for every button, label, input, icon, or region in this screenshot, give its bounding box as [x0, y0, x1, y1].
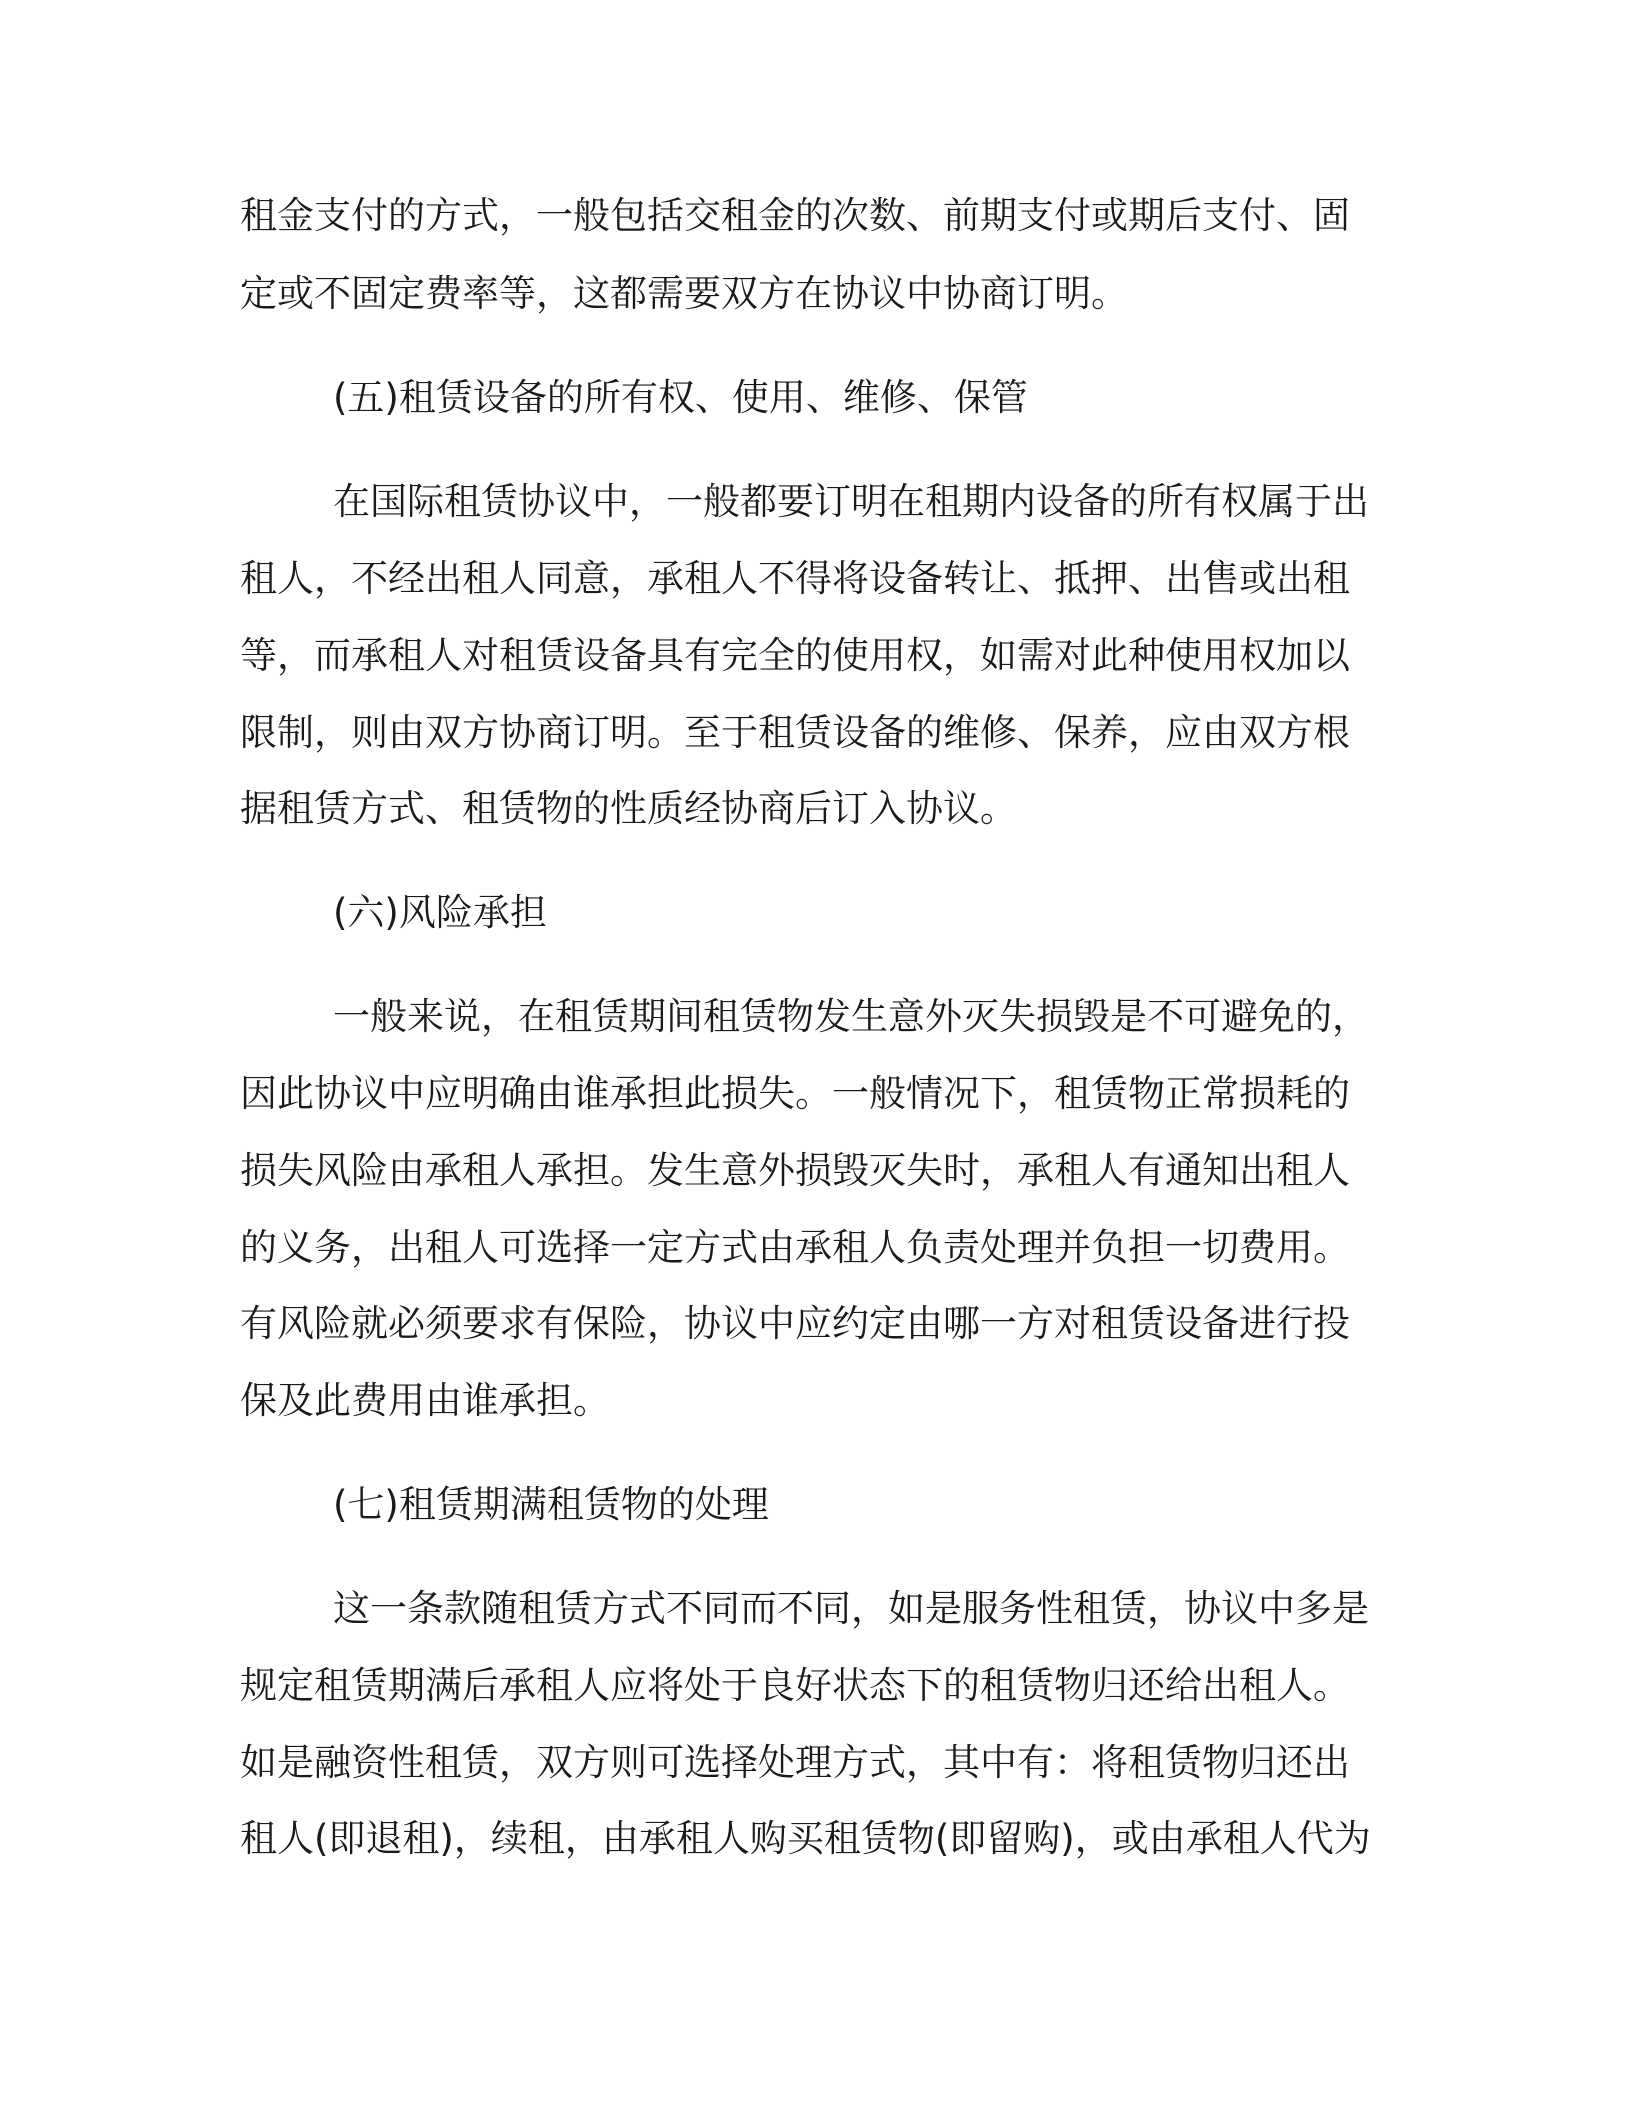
paragraph-line: 一般来说，在租赁期间租赁物发生意外灭失损毁是不可避免的， — [333, 995, 1369, 1038]
paragraph-line: 定或不固定费率等，这都需要双方在协议中协商订明。 — [240, 272, 1128, 315]
paragraph-line: 租金支付的方式，一般包括交租金的次数、前期支付或期后支付、固 — [240, 194, 1350, 237]
paragraph-line: 保及此费用由谁承担。 — [240, 1379, 610, 1422]
paragraph-line: 损失风险由承租人承担。发生意外损毁灭失时，承租人有通知出租人 — [240, 1149, 1350, 1192]
paragraph-line: 租人(即退租)，续租，由承租人购买租赁物(即留购)，或由承租人代为 — [240, 1817, 1371, 1860]
paragraph-line: 据租赁方式、租赁物的性质经协商后订入协议。 — [240, 787, 1017, 830]
paragraph-line: 因此协议中应明确由谁承担此损失。一般情况下，租赁物正常损耗的 — [240, 1072, 1350, 1115]
section-heading: (七)租赁期满租赁物的处理 — [333, 1483, 769, 1526]
paragraph-line: 在国际租赁协议中，一般都要订明在租期内设备的所有权属于出 — [333, 480, 1369, 523]
paragraph-line: 规定租赁期满后承租人应将处于良好状态下的租赁物归还给出租人。 — [240, 1664, 1350, 1707]
section-heading: (六)风险承担 — [333, 891, 547, 934]
paragraph-line: 等，而承租人对租赁设备具有完全的使用权，如需对此种使用权加以 — [240, 634, 1350, 677]
paragraph-line: 这一条款随租赁方式不同而不同，如是服务性租赁，协议中多是 — [333, 1587, 1369, 1630]
paragraph-line: 的义务，出租人可选择一定方式由承租人负责处理并负担一切费用。 — [240, 1226, 1350, 1269]
paragraph-line: 如是融资性租赁，双方则可选择处理方式，其中有：将租赁物归还出 — [240, 1741, 1350, 1784]
paragraph-line: 租人，不经出租人同意，承租人不得将设备转让、抵押、出售或出租 — [240, 557, 1350, 600]
section-heading: (五)租赁设备的所有权、使用、维修、保管 — [333, 376, 1028, 419]
paragraph-line: 有风险就必须要求有保险，协议中应约定由哪一方对租赁设备进行投 — [240, 1302, 1350, 1345]
paragraph-line: 限制，则由双方协商订明。至于租赁设备的维修、保养，应由双方根 — [240, 711, 1350, 754]
